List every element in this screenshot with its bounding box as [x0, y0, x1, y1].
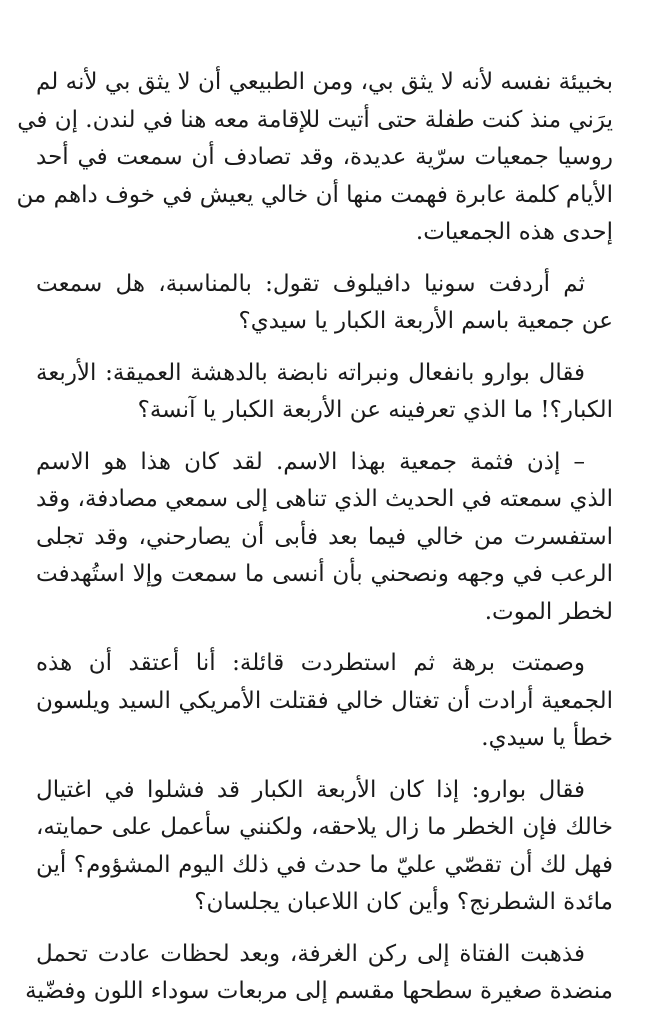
- text-line: فهل لك أن تقصّي عليّ ما حدث في ذلك اليوم المشؤوم؟ أين: [36, 851, 613, 878]
- text-line: الرعب في وجهه ونصحني بأن أنسى ما سمعت وإلا استُهدفت: [36, 561, 613, 587]
- text-line: روسيا جمعيات سرّية عديدة، وقد تصادف أن سمعت في أحد: [36, 144, 613, 170]
- text-line: خطأ يا سيدي.: [481, 725, 613, 751]
- text-line: استفسرت من خالي فيما بعد فأبى أن يصارحني، وقد تجلى: [36, 523, 613, 550]
- paragraph-2: [36, 266, 613, 341]
- text-line: يرَني منذ كنت طفلة حتى أتيت للإقامة معه هنا في لندن. إن في: [17, 106, 613, 133]
- text-line: فقال بوارو بانفعال ونبراته نابضة بالدهشة العميقة: الأربعة: [36, 359, 585, 386]
- text-line: خالك فإن الخطر ما زال يلاحقه، ولكنني سأعمل على حمايته،: [36, 814, 613, 840]
- paragraph-6: [36, 772, 613, 922]
- paragraph-3: [36, 355, 613, 430]
- text-line: الكبار؟! ما الذي تعرفينه عن الأربعة الكبار يا آنسة؟: [137, 397, 613, 423]
- text-line: وصمتت برهة ثم استطردت قائلة: أنا أعتقد أن هذه: [36, 650, 585, 676]
- text-line: منضدة صغيرة سطحها مقسم إلى مربعات سوداء اللون وفضّية: [25, 978, 613, 1004]
- text-line: مائدة الشطرنج؟ وأين كان اللاعبان يجلسان؟: [194, 889, 613, 915]
- text-line: فقال بوارو: إذا كان الأربعة الكبار قد فشلوا في اغتيال: [36, 776, 585, 803]
- text-line: الأيام كلمة عابرة فهمت منها أن خالي يعيش في خوف داهم من: [16, 181, 613, 208]
- text-line: إحدى هذه الجمعيات.: [415, 219, 613, 245]
- text-line: عن جمعية باسم الأربعة الكبار يا سيدي؟: [238, 308, 613, 334]
- paragraph-5: [36, 645, 613, 758]
- text-line: الذي سمعته في الحديث الذي تناهى إلى سمعي مصادفة، وقد: [36, 486, 613, 512]
- text-line: فذهبت الفتاة إلى ركن الغرفة، وبعد لحظات عادت تحمل: [36, 940, 585, 967]
- paragraph-7: [25, 936, 613, 1011]
- text-line: بخبيئة نفسه لأنه لا يثق بي، ومن الطبيعي أن لا يثق بي لأنه لم: [36, 69, 613, 95]
- paragraph-4: [36, 444, 613, 632]
- text-line: لخطر الموت.: [484, 598, 613, 625]
- text-line: – إذن فثمة جمعية بهذا الاسم. لقد كان هذا هو الاسم: [36, 448, 585, 475]
- text-line: الجمعية أرادت أن تغتال خالي فقتلت الأمريكي السيد ويلسون: [36, 687, 613, 714]
- text-line: ثم أردفت سونيا دافيلوف تقول: بالمناسبة، هل سمعت: [36, 270, 585, 297]
- paragraph-1: [16, 64, 613, 252]
